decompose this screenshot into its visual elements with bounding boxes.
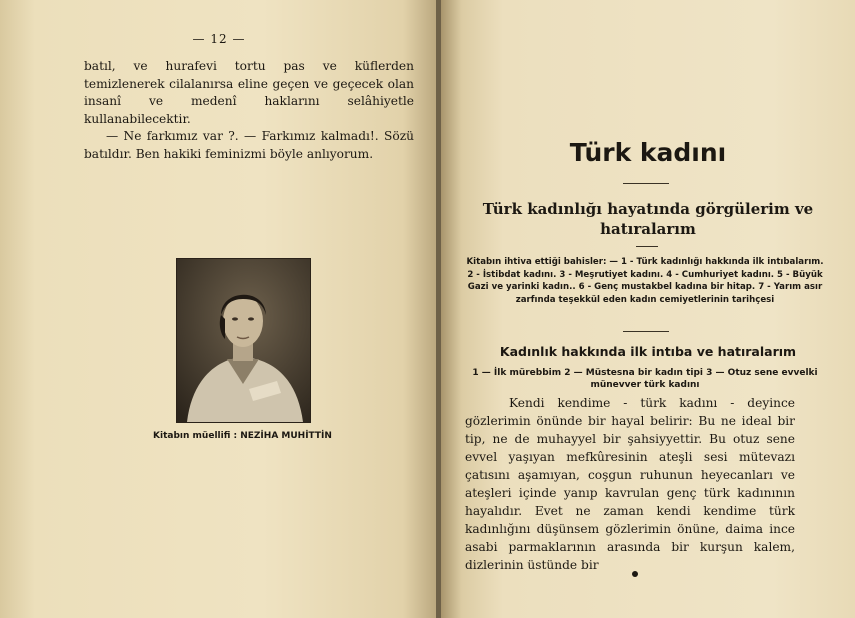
section-items: 1 — İlk mürebbim 2 — Müstesna bir kadın tipi 3 — Otuz sene evvelki münevver türk kadını [472,368,818,390]
right-page [441,0,855,618]
divider [636,246,658,247]
body-text: Kendi kendime - türk kadını - deyince gözlerimin önünde bir hayal belirir: Bu ne ideal bir tip, ne de muhayyel bir şahsiyyettir. Bu otuz sene evvel yaşıyan mefkûresinin ateşli sesi mütevazı çatısını aşamıyan, coşgun ruhunun heyecanları ve ateşleri içinde yanıp kavrulan genç türk kadınının hayalıdır. Evet ne zaman kendi kendime türk kadınlığını düşünsem gözlerimin önüne, daima ince asabi parmaklarının arasında bir kurşun kalem, dizlerinin üstünde bir [465,396,795,572]
table-of-contents: Kitabın ihtiva ettiği bahisler: — 1 - Türk kadınlığı hakkında ilk intıbalarım. 2 - İstibdat kadını. 3 - Meşrutiyet kadını. 4 - Cumhuriyet kadını. 5 - Büyük Gazi ve yarinki kadın.. 6 - Genç mustakbel kadına bir hitap. 7 - Yarım asır zarfında teşekkül eden kadın cemiyetlerinin tarihçesi [466,257,824,305]
paragraph: batıl, ve hurafevi tortu pas ve küflerden temizlenerek cilalanırsa eline geçen ve geçecek olan insanî ve medenî haklarını selâhiyetle kullanabilecektir. [84,59,414,126]
section-heading: Kadınlık hakkında ilk intıba ve hatıralarım [499,344,797,359]
book-title: Türk kadını [569,138,727,167]
portrait-image [177,259,310,422]
divider [623,331,669,332]
author-portrait-photo [176,258,311,423]
left-page-text [84,58,414,163]
book-subtitle: Türk kadınlığı hayatında görgülerim ve hatıralarım [482,200,814,238]
paragraph: — Ne farkımız var ?. — Farkımız kalmadı!. Sözü batıldır. Ben hakiki feminizmi böyle anlıyorum. [84,129,414,161]
page-number: — 12 — [192,32,246,46]
divider [623,183,669,184]
page-ornament-dot [632,571,638,577]
photo-caption: Kitabın müellifi : NEZİHA MUHİTTİN [153,431,332,441]
